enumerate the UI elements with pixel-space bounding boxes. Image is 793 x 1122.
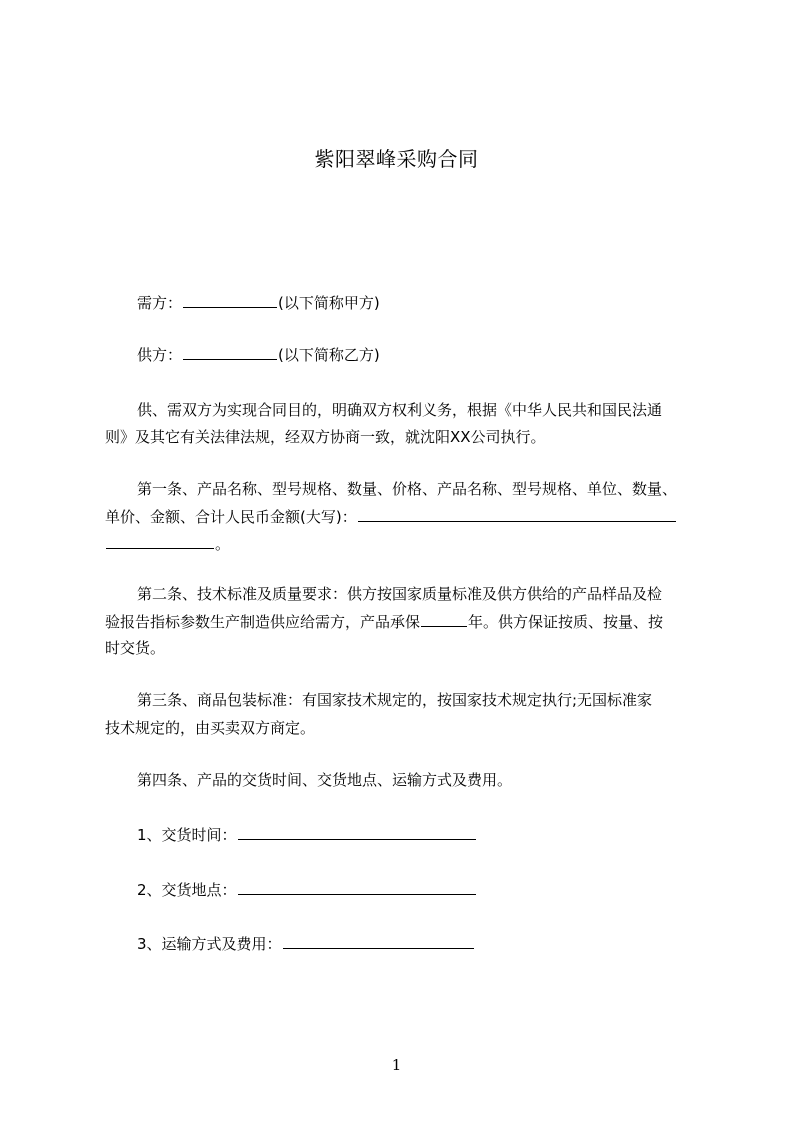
article-1-line-1: 第一条、产品名称、型号规格、数量、价格、产品名称、型号规格、单位、数量、: [137, 480, 678, 498]
delivery-place-label: 2、交货地点：: [137, 881, 237, 899]
supply-party-line: [137, 344, 380, 365]
article-3-line-1: 第三条、商品包装标准：有国家技术规定的，按国家技术规定执行;无国标准家: [137, 691, 653, 709]
demand-party-line: [137, 292, 380, 313]
transport-label: 3、运输方式及费用：: [137, 935, 282, 953]
delivery-time-label: 1、交货时间：: [137, 826, 237, 844]
article-1-amount-blank-cont[interactable]: [106, 533, 214, 549]
warranty-years-blank[interactable]: [421, 611, 467, 627]
intro-line-2: 则》及其它有关法律法规，经双方协商一致，就沈阳XX公司执行。: [105, 428, 546, 446]
transport-line: [137, 933, 475, 954]
demand-party-suffix: (以下简称甲方): [278, 294, 380, 312]
article-2-line-1: 第二条、技术标准及质量要求：供方按国家质量标准及供方供给的产品样品及检: [137, 585, 663, 603]
article-1-line-2: [105, 506, 677, 527]
delivery-place-line: [137, 879, 477, 900]
article-4-title: 第四条、产品的交货时间、交货地点、运输方式及费用。: [137, 771, 513, 789]
article-1-amount-label: 单价、金额、合计人民币金额(大写)：: [105, 508, 357, 526]
transport-blank[interactable]: [283, 933, 474, 949]
supply-party-suffix: (以下简称乙方): [278, 346, 380, 364]
article-2-line-2: [105, 611, 663, 632]
article-2-line-2-a: 验报告指标参数生产制造供应给需方，产品承保: [105, 613, 421, 631]
intro-line-1: 供、需双方为实现合同目的，明确双方权利义务，根据《中华人民共和国民法通: [137, 401, 663, 419]
article-1-line-3-end: 。: [215, 535, 231, 553]
supply-party-label: 供方：: [137, 346, 183, 364]
page-number: 1: [391, 1056, 402, 1074]
document-title: 紫阳翠峰采购合同: [314, 147, 479, 171]
article-2-line-3: 时交货。: [105, 639, 166, 657]
demand-party-blank[interactable]: [183, 292, 277, 308]
demand-party-label: 需方：: [137, 294, 183, 312]
delivery-place-blank[interactable]: [238, 879, 476, 895]
article-1-amount-blank[interactable]: [358, 506, 676, 522]
article-3-line-2: 技术规定的，由买卖双方商定。: [105, 719, 316, 737]
delivery-time-blank[interactable]: [238, 824, 476, 840]
article-2-line-2-b: 年。供方保证按质、按量、按: [468, 613, 664, 631]
article-1-line-3: [105, 533, 230, 554]
delivery-time-line: [137, 824, 477, 845]
supply-party-blank[interactable]: [183, 344, 277, 360]
